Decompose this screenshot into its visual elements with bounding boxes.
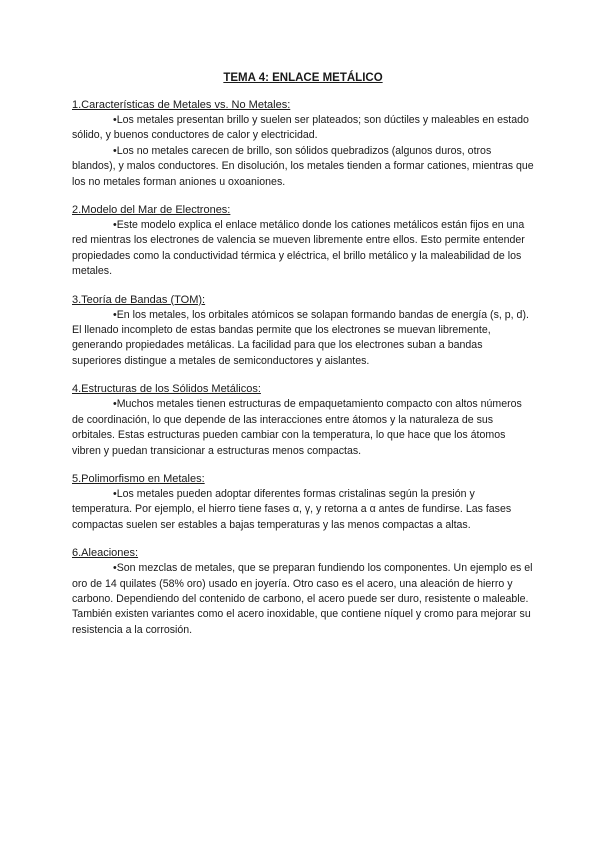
section-heading: 5.Polimorfismo en Metales: bbox=[72, 472, 205, 485]
section-heading: 6.Aleaciones: bbox=[72, 547, 139, 560]
section-characteristics bbox=[72, 98, 534, 190]
section-heading: 4.Estructuras de los Sólidos Metálicos: bbox=[72, 383, 261, 396]
section-paragraph: •En los metales, los orbitales atómicos se solapan formando bandas de energía (s, p, d). El llenado incompleto de estas bandas permite que los electrones se muevan libremente, generando propiedades metálicas. La facilidad para que los electrones suban a bandas superiores distingue a metales de semiconductores y aislantes. bbox=[72, 308, 529, 367]
section-paragraph: •Muchos metales tienen estructuras de empaquetamiento compacto con altos números de coordinación, lo que depende de las interacciones entre átomos y la naturaleza de sus orbitales. Estas estructuras pueden cambiar con la temperatura, lo que hace que los átomos vibren y puedan transicionar a estructuras menos compactas. bbox=[72, 398, 522, 457]
section-electron-sea bbox=[72, 203, 534, 280]
section-band-theory bbox=[72, 293, 534, 370]
section-polymorphism bbox=[72, 472, 534, 533]
section-heading: 2.Modelo del Mar de Electrones: bbox=[72, 204, 231, 217]
section-heading: 1.Características de Metales vs. No Metales: bbox=[72, 99, 291, 111]
section-structures bbox=[72, 382, 534, 459]
document-page bbox=[72, 70, 534, 651]
section-paragraph: •Son mezclas de metales, que se preparan fundiendo los componentes. Un ejemplo es el oro de 14 quilates (58% oro) usado en joyería. Otro caso es el acero, una aleación de hierro y carbono. Dependiendo del contenido de carbono, el acero puede ser duro, resistente o maleable. También existen variantes como el acero inoxidable, que contiene níquel y cromo para mejorar su resistencia a la corrosión. bbox=[72, 562, 533, 636]
section-paragraph: •Este modelo explica el enlace metálico donde los cationes metálicos están fijos en una red mientras los electrones de valencia se mueven libremente entre ellos. Esto permite entender propiedades como la conductividad térmica y eléctrica, el brillo metálico y la maleabilidad de los metales. bbox=[72, 219, 525, 278]
section-paragraph: •Los metales pueden adoptar diferentes formas cristalinas según la presión y temperatura. Por ejemplo, el hierro tiene fases α, γ, y retorna a α antes de fundirse. Las fases compactas suelen ser estables a bajas temperaturas y las menos compactas a altas. bbox=[72, 487, 512, 531]
section-paragraph: •Los metales presentan brillo y suelen ser plateados; son dúctiles y maleables en estado sólido, y buenos conductores de calor y electricidad. bbox=[72, 114, 529, 142]
section-alloys bbox=[72, 546, 534, 638]
document-title: TEMA 4: ENLACE METÁLICO bbox=[223, 72, 383, 84]
section-heading: 3.Teoría de Bandas (TOM): bbox=[72, 293, 206, 306]
section-paragraph: •Los no metales carecen de brillo, son sólidos quebradizos (algunos duros, otros blandos), y malos conductores. En disolución, los metales tienden a formar cationes, mientras que los no metales forman aniones u oxoaniones. bbox=[72, 144, 534, 188]
